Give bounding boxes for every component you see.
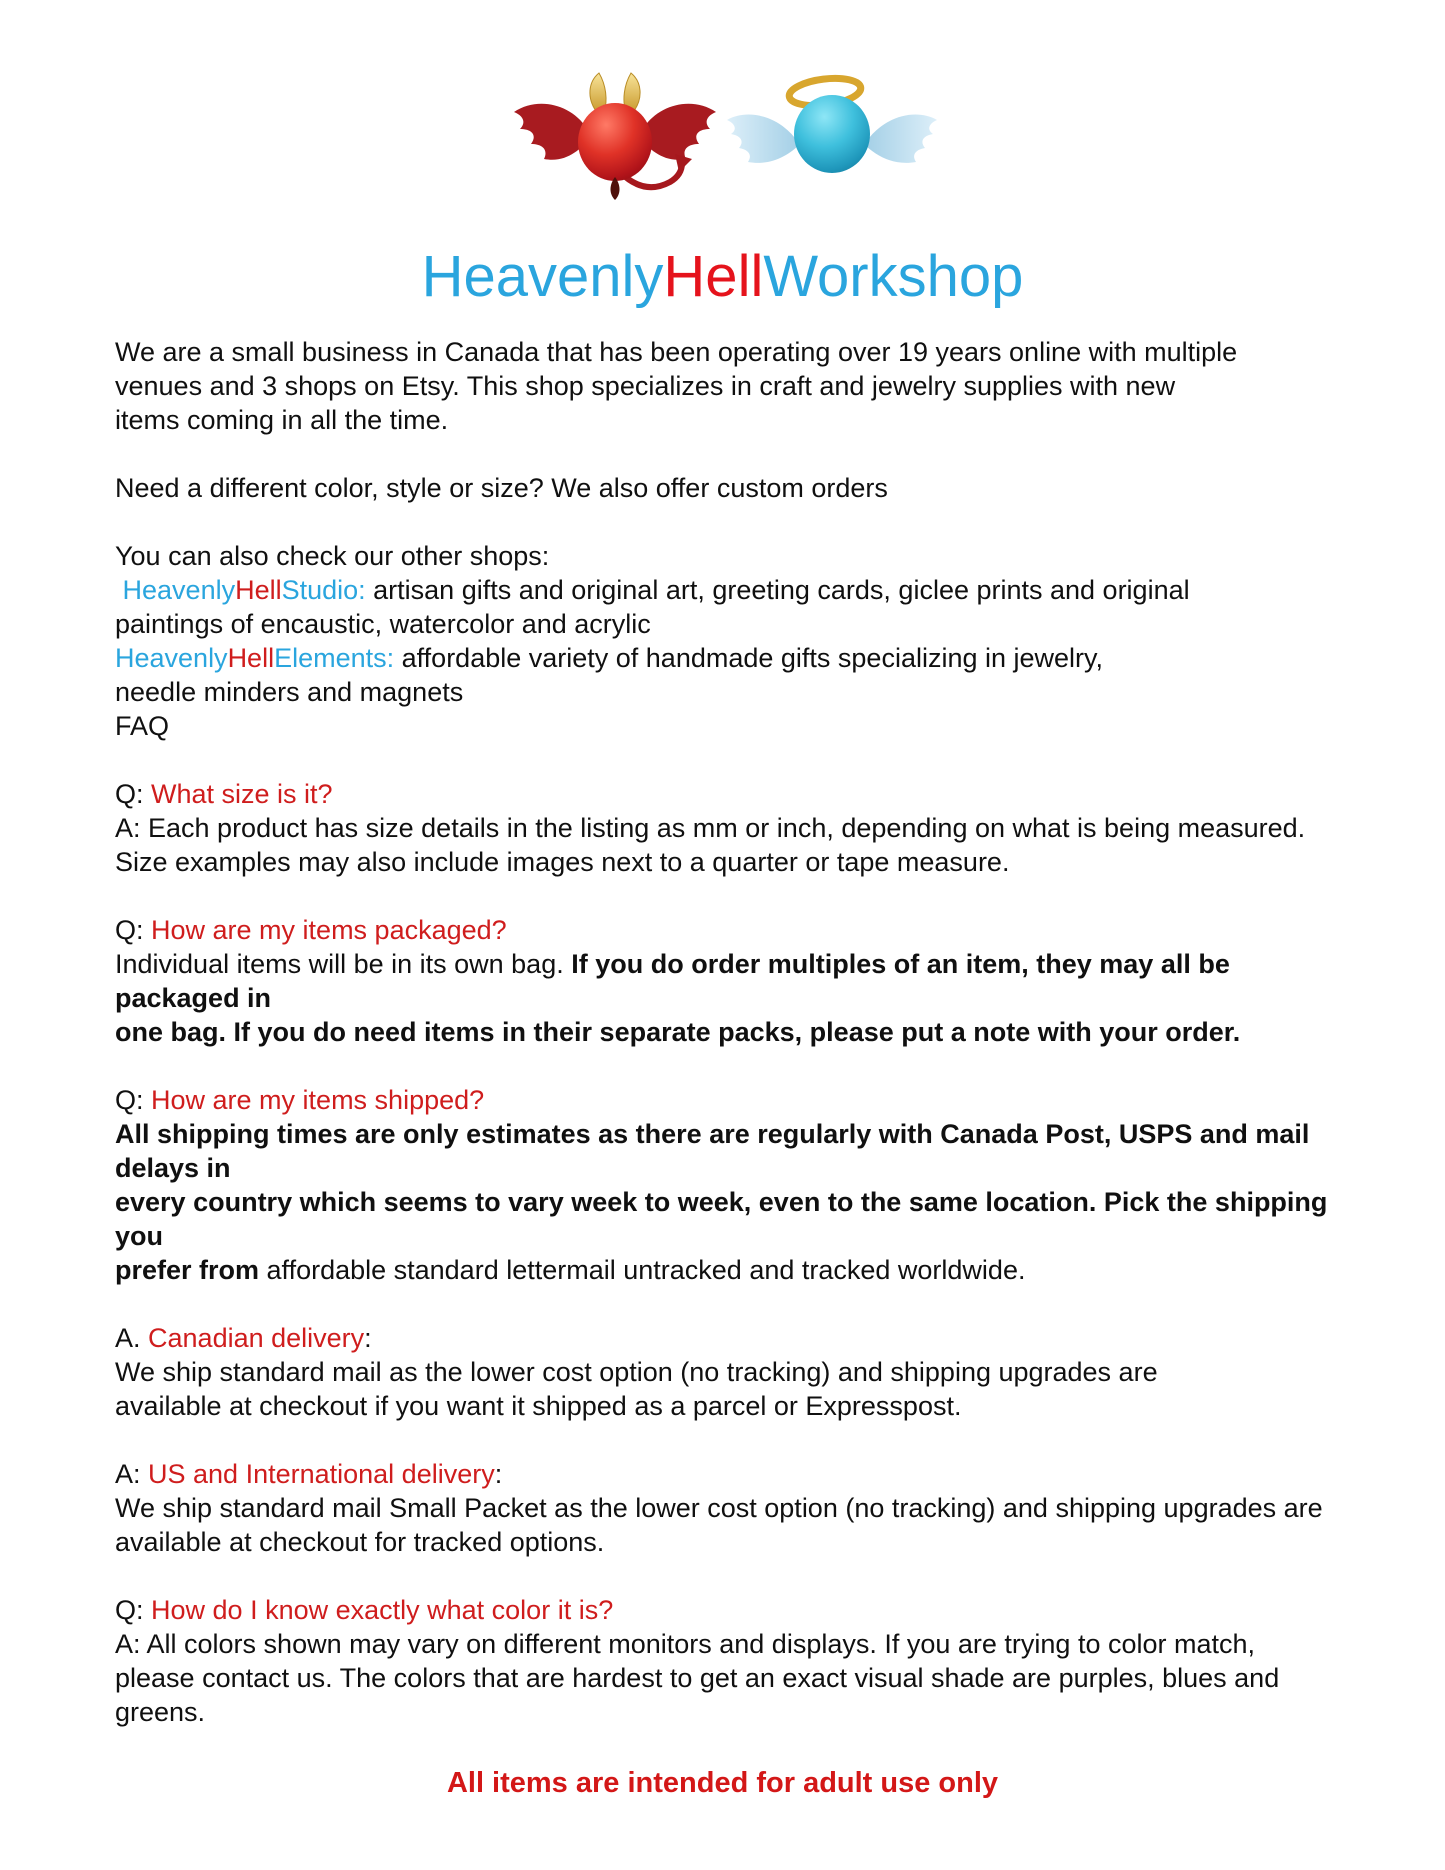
text-line xyxy=(115,1661,1335,1695)
text-segment: needle minders and magnets xyxy=(115,676,464,707)
text-segment: We ship standard mail as the lower cost option (no tracking) and shipping upgrades are xyxy=(115,1356,1158,1387)
text-segment: Size examples may also include images next to a quarter or tape measure. xyxy=(115,846,1010,877)
text-segment: If you do order multiples of an item, they may all be packaged in xyxy=(115,948,1238,1013)
text-segment: available at checkout if you want it shipped as a parcel or Expresspost. xyxy=(115,1390,962,1421)
text-segment: Hell xyxy=(227,642,275,673)
shop-logo-graphic xyxy=(508,66,938,200)
text-segment: We ship standard mail Small Packet as the lower cost option (no tracking) and shipping upgrades are xyxy=(115,1492,1323,1523)
text-segment: What size is it? xyxy=(151,778,333,809)
text-line xyxy=(115,947,1335,1015)
text-segment: Studio: xyxy=(281,574,366,605)
text-block xyxy=(115,1593,1335,1729)
text-segment xyxy=(115,575,123,605)
text-segment: prefer from xyxy=(115,1254,260,1285)
text-segment: paintings of encaustic, watercolor and acrylic xyxy=(115,608,651,639)
text-line xyxy=(115,607,1335,641)
text-segment: A: Each product has size details in the listing as mm or inch, depending on what is being measured. xyxy=(115,812,1306,843)
text-line xyxy=(115,777,1335,811)
text-segment: affordable standard lettermail untracked and tracked worldwide. xyxy=(259,1254,1026,1285)
text-segment: available at checkout for tracked options. xyxy=(115,1526,605,1557)
text-line xyxy=(115,641,1335,675)
text-line xyxy=(115,1389,1335,1423)
text-block xyxy=(115,777,1335,879)
text-segment: Heavenly xyxy=(115,642,228,673)
text-line xyxy=(115,1083,1335,1117)
text-segment: Hell xyxy=(235,574,282,605)
text-segment: All shipping times are only estimates as there are regularly with Canada Post, USPS and mail delays in xyxy=(115,1118,1317,1183)
text-segment: Canadian delivery xyxy=(148,1322,365,1353)
text-segment: Elements: xyxy=(274,642,395,673)
text-segment: Q: xyxy=(115,778,152,809)
text-block xyxy=(115,471,1335,505)
text-segment: items coming in all the time. xyxy=(115,404,449,435)
text-line xyxy=(115,1253,1335,1287)
text-segment: : xyxy=(494,1458,503,1489)
text-segment: How are my items packaged? xyxy=(151,914,507,945)
adult-use-notice: All items are intended for adult use only xyxy=(446,1766,999,1799)
text-segment: Q: xyxy=(115,1084,152,1115)
text-block xyxy=(115,1321,1335,1423)
text-segment: one bag. If you do need items in their separate packs, please put a note with your order. xyxy=(115,1016,1241,1047)
text-segment: : xyxy=(364,1322,372,1353)
page-title xyxy=(0,244,1445,311)
title-segment-workshop: Workshop xyxy=(763,244,1024,309)
text-line xyxy=(115,369,1335,403)
text-line xyxy=(115,1491,1335,1525)
text-block xyxy=(115,1457,1335,1559)
faq-content xyxy=(115,335,1335,1729)
text-segment: We are a small business in Canada that has been operating over 19 years online with multiple xyxy=(115,336,1238,367)
text-block xyxy=(115,1083,1335,1287)
text-line xyxy=(115,403,1335,437)
title-segment-hell: Hell xyxy=(663,244,764,309)
text-line xyxy=(115,1117,1335,1185)
text-segment: A. xyxy=(115,1322,149,1353)
shop-logo xyxy=(0,0,1445,200)
text-block xyxy=(115,335,1335,437)
text-segment: Q: xyxy=(115,1594,152,1625)
text-segment: Individual items will be in its own bag. xyxy=(115,948,572,979)
text-line xyxy=(115,913,1335,947)
text-line xyxy=(115,1355,1335,1389)
text-line xyxy=(115,471,1335,505)
text-line xyxy=(115,335,1335,369)
text-line xyxy=(115,1593,1335,1627)
text-segment: A: xyxy=(115,1458,149,1489)
text-line xyxy=(115,1627,1335,1661)
text-segment: You can also check our other shops: xyxy=(115,540,550,571)
text-line xyxy=(115,1525,1335,1559)
devil-icon xyxy=(514,73,716,200)
text-segment: greens. xyxy=(115,1696,206,1727)
text-segment: Need a different color, style or size? We also offer custom orders xyxy=(115,472,888,503)
text-line xyxy=(115,811,1335,845)
text-block xyxy=(115,539,1335,743)
text-line xyxy=(115,1321,1335,1355)
text-segment: Q: xyxy=(115,914,152,945)
text-segment: FAQ xyxy=(115,710,170,741)
text-line xyxy=(115,709,1335,743)
text-line xyxy=(115,539,1335,573)
text-block xyxy=(115,913,1335,1049)
text-segment: A: All colors shown may vary on different monitors and displays. If you are trying to color match, xyxy=(115,1628,1256,1659)
text-segment: US and International delivery xyxy=(148,1458,495,1489)
title-segment-heavenly: Heavenly xyxy=(421,244,664,309)
text-line xyxy=(115,675,1335,709)
text-segment: Heavenly xyxy=(122,574,236,605)
text-line xyxy=(115,1015,1335,1049)
text-segment: artisan gifts and original art, greeting cards, giclee prints and original xyxy=(365,574,1190,605)
text-line xyxy=(115,845,1335,879)
text-segment: every country which seems to vary week to week, even to the same location. Pick the shipping you xyxy=(115,1186,1335,1251)
text-line xyxy=(115,1695,1335,1729)
text-line xyxy=(115,1457,1335,1491)
text-segment: How are my items shipped? xyxy=(151,1084,485,1115)
text-line xyxy=(115,1185,1335,1253)
text-segment: How do I know exactly what color it is? xyxy=(151,1594,614,1625)
text-segment: venues and 3 shops on Etsy. This shop specializes in craft and jewelry supplies with new xyxy=(115,370,1176,401)
text-segment: please contact us. The colors that are hardest to get an exact visual shade are purples, blues and xyxy=(115,1662,1280,1693)
text-line xyxy=(115,573,1335,607)
text-segment: affordable variety of handmade gifts specializing in jewelry, xyxy=(394,642,1104,673)
angel-icon xyxy=(727,75,937,173)
